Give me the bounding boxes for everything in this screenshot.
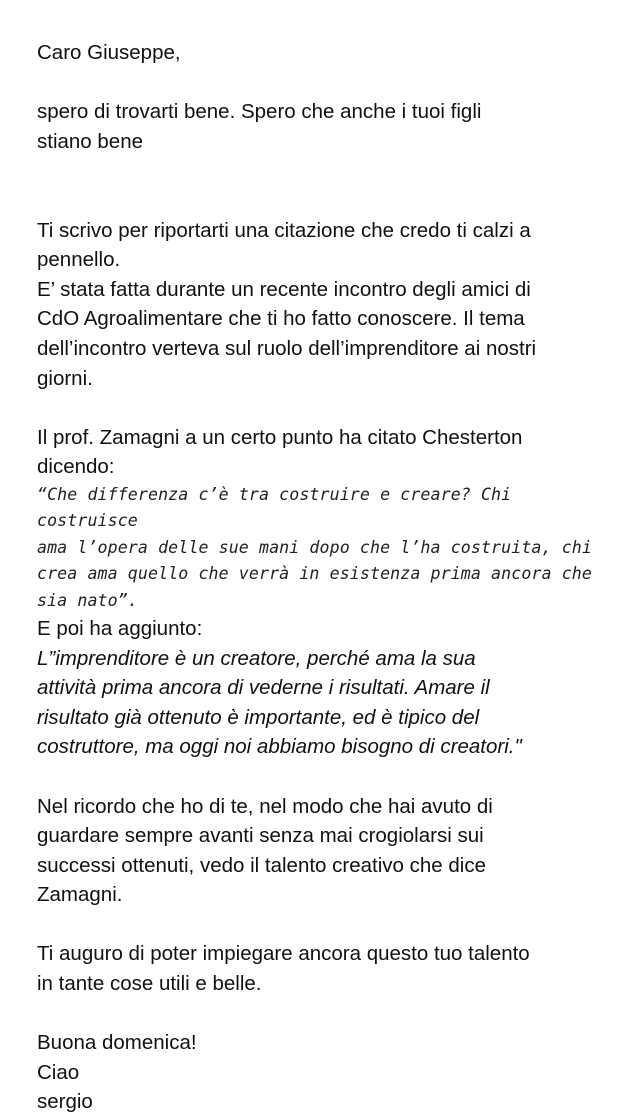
letter-body — [37, 38, 607, 1117]
zamagni-paragraph: Il prof. Zamagni a un certo punto ha citato Chesterton dicendo: — [37, 425, 523, 479]
spacer — [37, 68, 607, 98]
spacer — [37, 393, 607, 423]
citation-intro-paragraph: Ti scrivo per riportarti una citazione che credo ti calzi a pennello. E’ stata fatta durante un recente incontro degli amici di CdO Agroalimentare che ti ho fatto conoscere. Il tema dell’incontro verteva sul ruolo dell’imprenditore ai nostri giorni. — [37, 218, 537, 390]
closing: Buona domenica! Ciao sergio — [37, 1031, 197, 1114]
spacer — [37, 999, 607, 1029]
greeting: Caro Giuseppe, — [37, 41, 181, 64]
intro-paragraph: spero di trovarti bene. Spero che anche i tuoi figli stiano bene — [37, 100, 482, 153]
spacer — [37, 910, 607, 940]
wish-paragraph: Ti auguro di poter impiegare ancora questo tuo talento in tante cose utili e belle. — [37, 942, 530, 996]
zamagni-quote: L”imprenditore è un creatore, perché ama la sua attività prima ancora di vederne i risultati. Amare il risultato già ottenuto è importante, ed è tipico del costruttore, ma oggi noi abbiamo bisogno di creatori." — [37, 646, 522, 759]
spacer — [37, 762, 607, 792]
memory-paragraph: Nel ricordo che ho di te, nel modo che hai avuto di guardare sempre avanti senza mai crogiolarsi sui successi ottenuti, vedo il talento creativo che dice Zamagni. — [37, 794, 493, 907]
added-line: E poi ha aggiunto: — [37, 616, 203, 640]
spacer — [37, 156, 607, 215]
chesterton-quote: “Che differenza c’è tra costruire e creare? Chi costruisce ama l’opera delle sue mani dopo che l’ha costruita, chi crea ama quello che verrà in esistenza prima ancora che sia nato”. — [37, 484, 592, 610]
